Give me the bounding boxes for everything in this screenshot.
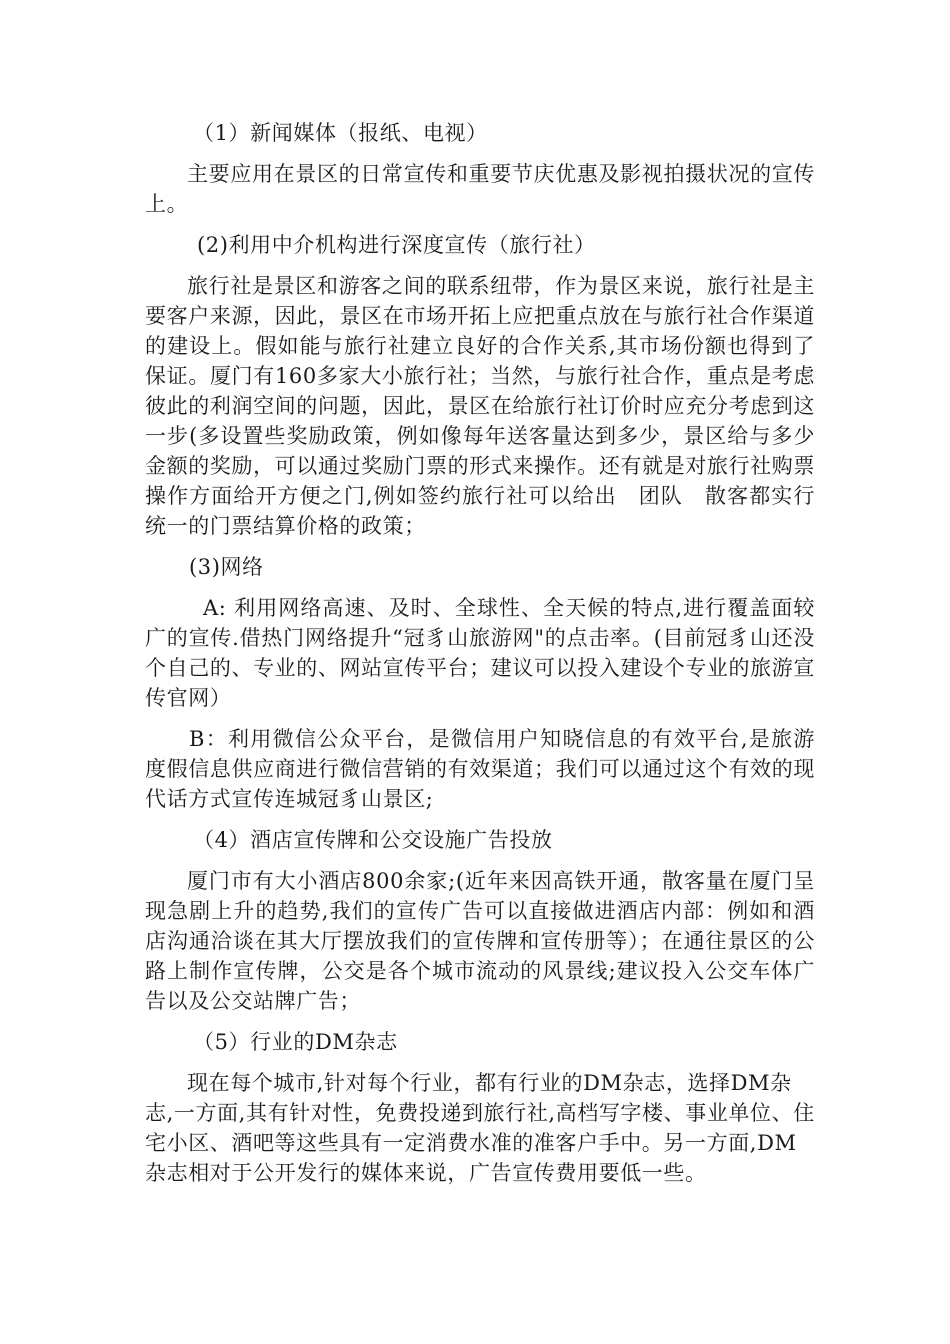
section-heading-network: (3)网络 — [189, 555, 264, 579]
paragraph-hotel-transit: 厦门市有大小酒店800余家;(近年来因高铁开通，散客量在厦门呈现急剧上升的趋势,我们的宣传广告可以直接做进酒店内部：例如和酒店沟通洽谈在其大厅摆放我们的宣传牌和宣传册等）；在通往景区的公路上制作宣传牌，公交是各个城市流动的风景线;建议投入公交车体广告以及公交站牌广告； — [145, 869, 815, 1013]
section-heading-travel-agency: (2)利用中介机构进行深度宣传（旅行社） — [197, 233, 596, 257]
paragraph-dm-magazine: 现在每个城市,针对每个行业，都有行业的DM杂志，选择DM杂志,一方面,其有针对性，免费投递到旅行社,高档写字楼、事业单位、住宅小区、酒吧等这些具有一定消费水准的准客户手中。另一方面,DM杂志相对于公开发行的媒体来说，广告宣传费用要低一些。 — [145, 1071, 815, 1185]
paragraph-news-media: 主要应用在景区的日常宣传和重要节庆优惠及影视拍摄状况的宣传上。 — [145, 162, 815, 216]
paragraph-network-b: B：利用微信公众平台，是微信用户知晓信息的有效平台,是旅游度假信息供应商进行微信营销的有效渠道；我们可以通过这个有效的现代话方式宣传连城冠豸山景区; — [145, 727, 815, 811]
section-heading-news-media: （1）新闻媒体（报纸、电视） — [193, 121, 488, 145]
section-heading-hotel-transit: （4）酒店宣传牌和公交设施广告投放 — [193, 828, 553, 852]
paragraph-network-a: A: 利用网络高速、及时、全球性、全天候的特点,进行覆盖面较广的宣传.借热门网络提升“冠豸山旅游网"的点击率。(目前冠豸山还没个自己的、专业的、网站宣传平台；建议可以投入建设个专业的旅游宣传官网） — [145, 596, 815, 710]
document-body — [145, 118, 815, 1199]
section-heading-dm-magazine: （5）行业的DM杂志 — [193, 1030, 398, 1054]
paragraph-travel-agency: 旅行社是景区和游客之间的联系纽带，作为景区来说，旅行社是主要客户来源，因此，景区在市场开拓上应把重点放在与旅行社合作渠道的建设上。假如能与旅行社建立良好的合作关系,其市场份额也得到了保证。厦门有160多家大小旅行社；当然，与旅行社合作，重点是考虑彼此的利润空间的问题，因此，景区在给旅行社订价时应充分考虑到这一步(多设置些奖励政策，例如像每年送客量达到多少，景区给与多少金额的奖励，可以通过奖励门票的形式来操作。还有就是对旅行社购票操作方面给开方便之门,例如签约旅行社可以给出 团队 散客都实行统一的门票结算价格的政策； — [145, 274, 815, 538]
